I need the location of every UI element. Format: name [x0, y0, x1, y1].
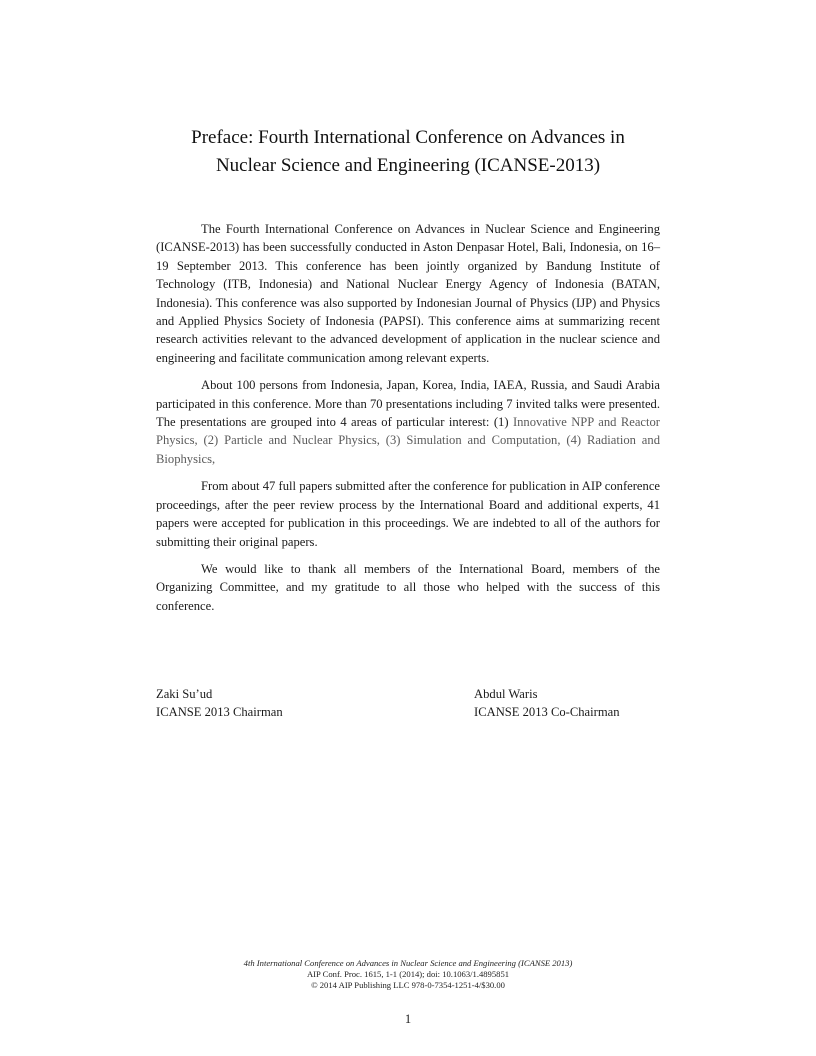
signature-name: Zaki Su’ud — [156, 687, 213, 701]
title-line-1: Preface: Fourth International Conference on Advances in — [191, 127, 625, 148]
paragraph-2-areas: Innovative NPP and Reactor Physics, (2) Particle and Nuclear Physics, (3) Simulation and Computation, (4) Radiation and Biophysics, — [156, 415, 661, 466]
footer-conference: 4th International Conference on Advances in Nuclear Science and Engineering (ICANSE 2013) — [243, 958, 573, 968]
signature-co-chairman — [474, 685, 620, 721]
paragraph-2 — [156, 376, 660, 468]
paragraph-3: From about 47 full papers submitted after the conference for publication in AIP conference proceedings, after the peer review process by the International Board and additional experts, 41 papers were accepted for publication in this proceedings. We are indebted to all of the authors for submitting their original papers. — [156, 479, 660, 549]
signature-role: ICANSE 2013 Chairman — [156, 705, 283, 719]
paragraph-2-text: About 100 persons from Indonesia, Japan, Korea, India, IAEA, Russia, and Saudi Arabia participated in this conference. More than 70 presentations including 7 invited talks were presented. The presentations are grouped into 4 areas of particular interest: (1) — [156, 378, 660, 430]
footer-citation: AIP Conf. Proc. 1615, 1-1 (2014); doi: 10.1063/1.4895851 — [306, 969, 510, 979]
title-line-2: Nuclear Science and Engineering (ICANSE-2013) — [215, 155, 601, 176]
page-footer — [120, 958, 696, 991]
signature-role: ICANSE 2013 Co-Chairman — [474, 705, 620, 719]
signature-name: Abdul Waris — [474, 687, 538, 701]
paragraph-1: The Fourth International Conference on Advances in Nuclear Science and Engineering (ICANSE-2013) has been successfully conducted in Aston Denpasar Hotel, Bali, Indonesia, on 16–19 September 2013. This conference has been jointly organized by Bandung Institute of Technology (ITB, Indonesia) and National Nuclear Energy Agency of Indonesia (BATAN, Indonesia). This conference was also supported by Indonesian Journal of Physics (IJP) and Physics and Applied Physics Society of Indonesia (PAPSI). This conference aims at summarizing recent research activities relevant to the advanced development of application in the nuclear science and engineering and facilitate communication among relevant experts. — [156, 222, 660, 365]
preface-body — [156, 220, 660, 624]
page-title — [120, 124, 696, 180]
paragraph-4: We would like to thank all members of the International Board, members of the Organizing Committee, and my gratitude to all those who helped with the success of this conference. — [156, 561, 660, 613]
footer-copyright: © 2014 AIP Publishing LLC 978-0-7354-1251-4/$30.00 — [311, 980, 505, 990]
page-number: 1 — [404, 1012, 412, 1026]
signature-chairman — [156, 685, 283, 721]
